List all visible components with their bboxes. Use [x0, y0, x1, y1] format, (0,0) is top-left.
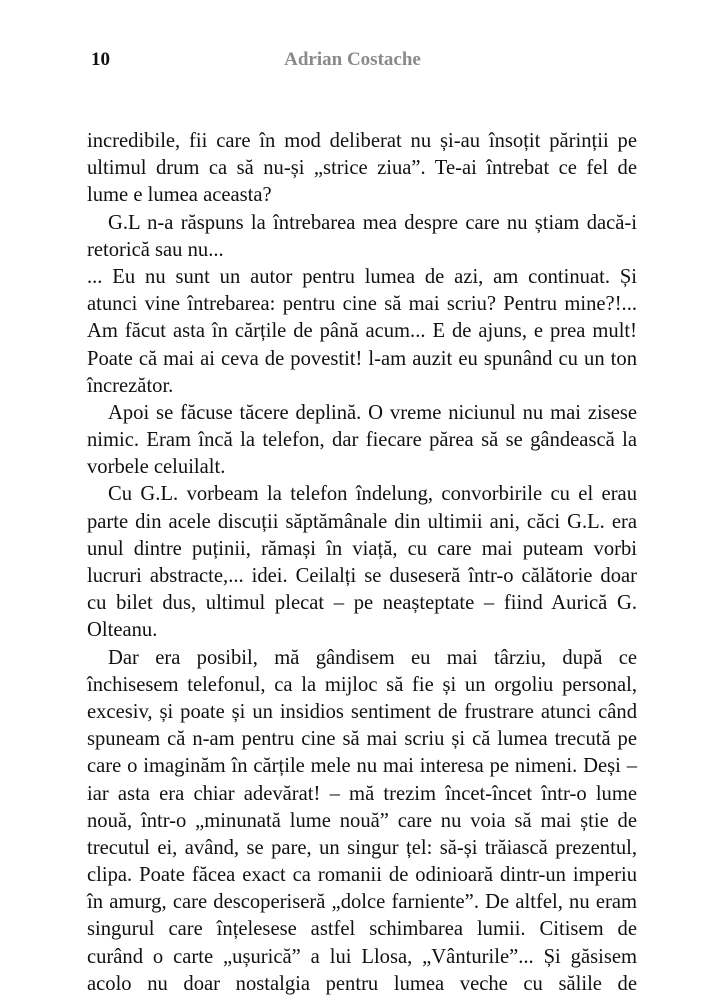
text-line: Cu G.L. vorbeam la telefon îndelung, convorbirile cu el erau [108, 483, 637, 506]
text-line: lume e lumea aceasta? [87, 184, 272, 207]
paragraph [87, 645, 637, 998]
text-line: Am făcut asta în cărțile de până acum... E de ajuns, e prea mult! [87, 320, 637, 343]
text-line: parte din acele discuții săptămânale din ultimii ani, căci G.L. era [87, 510, 637, 533]
paragraph [87, 128, 637, 210]
text-line: trecutul ei, având, se pare, un singur țel: să-și trăiască prezentul, [87, 836, 637, 859]
text-line: vorbele celuilalt. [87, 456, 226, 479]
text-line: încrezător. [87, 374, 174, 397]
text-line: G.L n-a răspuns la întrebarea mea despre care nu știam dacă-i [108, 211, 637, 234]
text-line: în amurg, care descoperiseră „dolce farniente”. De altfel, nu eram [87, 891, 637, 914]
text-line: cu bilet dus, ultimul plecat – pe neașteptate – fiind Aurică G. [87, 592, 637, 615]
page-body-text [87, 128, 637, 998]
text-line: nimic. Eram încă la telefon, dar fiecare părea să se gândească la [87, 429, 637, 452]
text-line: care o imaginăm în cărțile mele nu mai interesa pe nimeni. Deși – [87, 755, 637, 778]
text-line: Dar era posibil, mă gândisem eu mai târziu, după ce [108, 646, 637, 669]
text-line: nouă, într-o „minunată lume nouă” care nu voia să mai știe de [87, 809, 637, 832]
text-line: închisesem telefonul, ca la mijloc să fie și un orgoliu personal, [87, 673, 637, 696]
paragraph [87, 264, 637, 400]
text-line: incredibile, fii care în mod deliberat nu și-au însoțit părinții pe [87, 130, 637, 152]
text-line: curând o carte „ușurică” a lui Llosa, „Vânturile”... Și găsisem [87, 945, 637, 968]
text-line: excesiv, și poate și un insidios sentiment de frustrare atunci când [87, 700, 637, 723]
text-line: clipa. Poate făcea exact ca romanii de odinioară dintr-un imperiu [87, 864, 637, 887]
text-line: singurul care înțelesese astfel schimbarea lumii. Citisem de [87, 918, 637, 941]
text-line: iar asta era chiar adevărat! – mă trezim încet-încet într-o lume [87, 782, 637, 805]
running-header-author [0, 49, 705, 71]
page-number: 10 [91, 49, 110, 70]
text-line: Poate că mai ai ceva de povestit! l-am auzit eu spunând cu un ton [87, 347, 637, 370]
text-line: Apoi se făcuse tăcere deplină. O vreme niciunul nu mai zisese [108, 401, 637, 424]
author-name: Adrian Costache [284, 49, 421, 70]
paragraph [87, 481, 637, 644]
text-line: Olteanu. [87, 619, 158, 642]
text-line: lucruri abstracte,... idei. Ceilalți se duseseră într-o călătorie doar [87, 565, 637, 587]
text-line: acolo nu doar nostalgia pentru lumea veche cu sălile de [87, 972, 637, 995]
text-line: atunci vine întrebarea: pentru cine să mai scriu? Pentru mine?!... [87, 293, 637, 316]
text-line: unul dintre puținii, rămași în viață, cu care mai puteam vorbi [87, 537, 637, 560]
text-line: spuneam că n-am pentru cine să mai scriu și că lumea trecută pe [87, 728, 637, 751]
paragraph [87, 210, 637, 264]
text-line: ... Eu nu sunt un autor pentru lumea de azi, am continuat. Și [87, 265, 637, 288]
paragraph [87, 400, 637, 482]
text-line: retorică sau nu... [87, 238, 224, 261]
text-line: ultimul drum ca să nu-și „strice ziua”. Te-ai întrebat ce fel de [87, 157, 637, 180]
